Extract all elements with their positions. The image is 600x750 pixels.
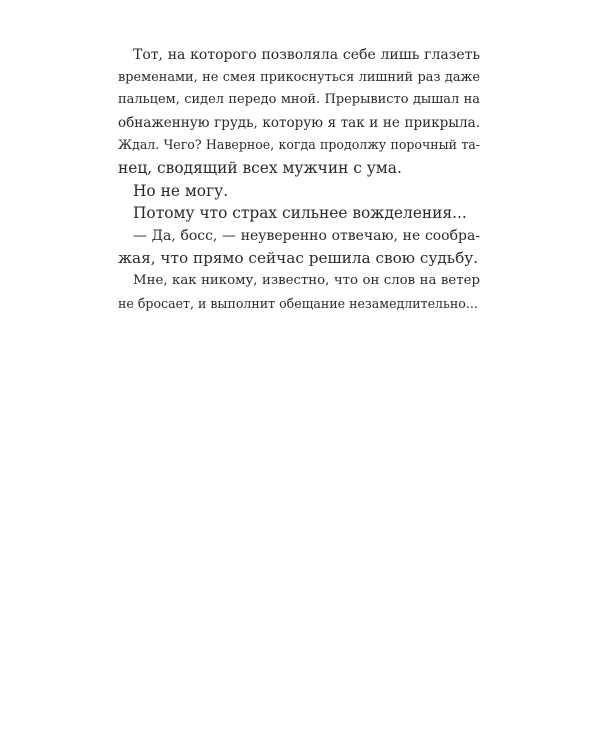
text-line: обнаженную грудь, которую я так и не прикрыла.	[118, 114, 480, 131]
body-text	[118, 44, 480, 315]
text-line: не бросает, и выполнит обещание незамедлительно...	[118, 295, 478, 311]
text-line: временами, не смея прикоснуться лишний раз даже	[118, 69, 480, 85]
text-line: нец, сводящий всех мужчин с ума.	[118, 158, 402, 177]
text-line: Потому что страх сильнее вожделения...	[133, 204, 467, 223]
text-line: Ждал. Чего? Наверное, когда продолжу порочный та-	[118, 137, 480, 153]
text-line: — Да, босс, — неуверенно отвечаю, не сообра-	[133, 227, 480, 244]
text-line: жая, что прямо сейчас решила свою судьбу.	[118, 249, 479, 268]
text-line: Мне, как никому, известно, что он слов на ветер	[133, 272, 480, 288]
text-line: Тот, на которого позволяла себе лишь глазеть	[133, 47, 480, 63]
text-line: Но не могу.	[133, 181, 229, 200]
text-line: пальцем, сидел передо мной. Прерывисто дышал на	[118, 92, 480, 108]
